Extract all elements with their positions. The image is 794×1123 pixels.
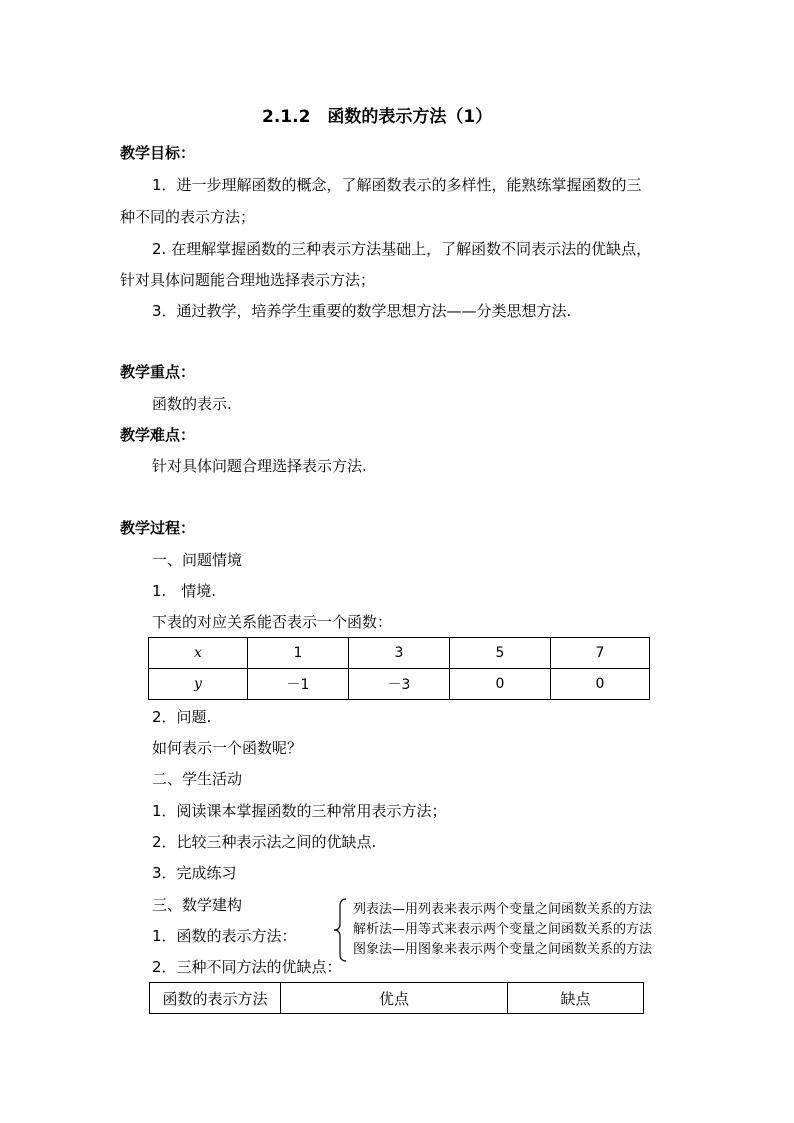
section-1-item-1: 1. 情境. <box>152 582 217 600</box>
x-value-cell: 1 <box>248 638 349 669</box>
y-value-cell: －1 <box>248 669 349 700</box>
section-1-question: 下表的对应关系能否表示一个函数： <box>152 613 393 631</box>
difficulty-text: 针对具体问题合理选择表示方法. <box>152 457 367 475</box>
process-heading: 教学过程： <box>120 519 196 537</box>
x-label-cell: x <box>149 638 248 669</box>
section-3-item-2: 2．三种不同方法的优缺点： <box>152 958 342 976</box>
correspondence-table <box>148 637 650 700</box>
objective-1-line-1: 1．进一步理解函数的概念，了解函数表示的多样性，能熟练掌握函数的三 <box>152 176 642 194</box>
objective-2-line-2: 针对具体问题能合理地选择表示方法； <box>120 271 376 289</box>
objective-1-line-2: 种不同的表示方法； <box>120 208 256 226</box>
x-value-cell: 5 <box>450 638 551 669</box>
objective-3: 3．通过教学，培养学生重要的数学思想方法——分类思想方法. <box>152 302 572 320</box>
difficulty-heading: 教学难点： <box>120 426 196 444</box>
method-analytic-item: 解析法—用等式来表示两个变量之间函数关系的方法 <box>353 922 653 937</box>
method-list-item: 列表法—用列表来表示两个变量之间函数关系的方法 <box>353 902 653 917</box>
table-row <box>150 983 644 1014</box>
header-method-cell: 函数的表示方法 <box>150 983 281 1014</box>
section-2-item-3: 3．完成练习 <box>152 864 237 882</box>
y-value-cell: 0 <box>450 669 551 700</box>
section-3-heading: 三、数学建构 <box>152 896 243 914</box>
left-brace-icon <box>333 898 347 962</box>
header-cons-cell: 缺点 <box>508 983 644 1014</box>
section-2-heading: 二、学生活动 <box>152 770 243 788</box>
table-row <box>149 638 650 669</box>
x-value-cell: 3 <box>349 638 450 669</box>
x-value-cell: 7 <box>551 638 650 669</box>
y-label-cell: y <box>149 669 248 700</box>
objectives-heading: 教学目标： <box>120 144 196 162</box>
section-2-item-2: 2．比较三种表示法之间的优缺点. <box>152 833 377 851</box>
key-point-heading: 教学重点： <box>120 363 196 381</box>
method-graph-item: 图象法—用图象来表示两个变量之间函数关系的方法 <box>353 942 653 957</box>
section-2-item-1: 1．阅读课本掌握函数的三种常用表示方法； <box>152 802 447 820</box>
table-row <box>149 669 650 700</box>
section-1-item-2-question: 如何表示一个函数呢？ <box>152 739 303 757</box>
y-value-cell: －3 <box>349 669 450 700</box>
key-point-text: 函数的表示. <box>152 395 232 413</box>
y-value-cell: 0 <box>551 669 650 700</box>
objective-2-line-1: 2. 在理解掌握函数的三种表示方法基础上，了解函数不同表示法的优缺点， <box>152 240 652 258</box>
page-title: 2.1.2 函数的表示方法（1） <box>262 107 493 127</box>
pros-cons-table <box>149 982 644 1014</box>
section-3-item-1: 1．函数的表示方法： <box>152 927 297 945</box>
section-1-item-2: 2．问题. <box>152 708 212 726</box>
section-1-heading: 一、问题情境 <box>152 551 243 569</box>
header-pros-cell: 优点 <box>281 983 508 1014</box>
